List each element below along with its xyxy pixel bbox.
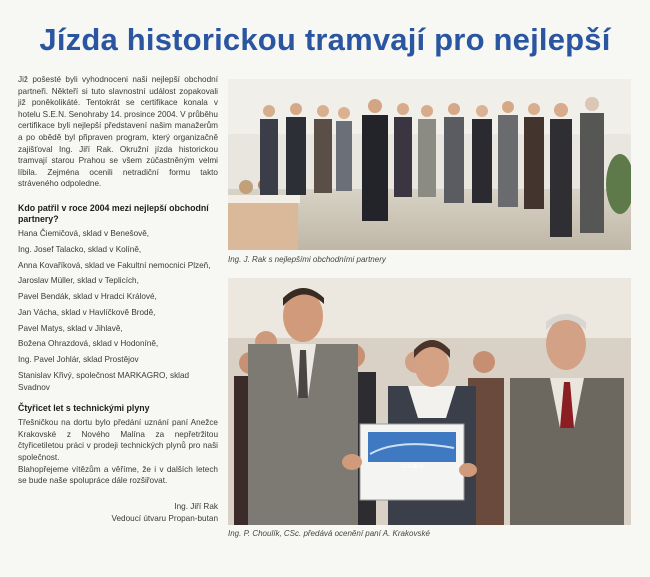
award-photo-image — [228, 278, 631, 525]
partner-item: Stanislav Křivý, společnost MARKAGRO, sklad Svadnov — [18, 370, 190, 392]
partner-item: Hana Čiemičová, sklad v Benešově, — [18, 228, 150, 238]
group-photo-image — [228, 79, 631, 250]
partner-item: Jan Vácha, sklad v Havlíčkově Brodě, — [18, 307, 156, 317]
partners-list — [18, 228, 218, 393]
article-headline: Jízda historickou tramvají pro nejlepší — [39, 22, 611, 57]
partner-item: Ing. Josef Talacko, sklad v Kolíně, — [18, 244, 142, 254]
partner-item: Anna Kovaříková, sklad ve Fakultní nemocnici Plzeň, — [18, 260, 211, 270]
partner-item: Pavel Bendák, sklad v Hradci Králové, — [18, 292, 157, 302]
group-photo — [228, 79, 631, 250]
article-text-column — [18, 74, 218, 525]
signature-block — [18, 501, 218, 525]
section-anniversary — [18, 403, 218, 487]
signature-title: Vedoucí útvaru Propan-butan — [111, 513, 218, 523]
partner-item: Pavel Matys, sklad v Jihlavě, — [18, 323, 123, 333]
photo2-caption: Ing. P. Choulík, CSc. předává ocenění paní A. Krakovské — [228, 529, 430, 538]
award-photo — [228, 278, 631, 525]
partner-item: Jaroslav Müller, sklad v Teplicích, — [18, 276, 139, 286]
intro-paragraph: Již pošesté byli vyhodnoceni naši nejlepší obchodní partneři. Někteří si tuto slavnostní událost zopakovali již poněkolikáté. Tentokrát se certifikace konala v hotelu S.E.N. Senohraby 14. prosince 2004. V průběhu certifikace byli nejlepší představení našim manažerům a po obědě byl připraven program, který organizačně zajišťoval Ing. Jiří Rak. Okružní jízda historickou tramvají starou Prahou se všem zúčastněným velmi líbila. Zejména ocenili netradiční formu takto stráveného odpoledne. — [18, 75, 218, 189]
signature-name: Ing. Jiří Rak — [174, 501, 218, 511]
section2-paragraph-2: Blahopřejeme vítězům a věříme, že i v dalších letech se bude naše spolupráce dále rozšiřovat. — [18, 464, 218, 486]
partners-heading: Kdo patřil v roce 2004 mezi nejlepší obchodní partnery? — [18, 202, 209, 224]
partner-item: Božena Ohrazdová, sklad v Hodoníně, — [18, 339, 159, 349]
partner-item: Ing. Pavel Johlár, sklad Prostějov — [18, 355, 139, 365]
section2-heading: Čtyřicet let s technickými plyny — [18, 403, 150, 414]
photo1-caption: Ing. J. Rak s nejlepšími obchodními partnery — [228, 255, 386, 264]
section2-paragraph: Třešničkou na dortu bylo předání uznání paní Anežce Krakovské z Nového Malína za nepřetržitou čtyřicetiletou práci v prodeji technických plynů pro naši společnost. — [18, 418, 218, 462]
certificate-text: OCENĚNÍ — [400, 464, 424, 470]
